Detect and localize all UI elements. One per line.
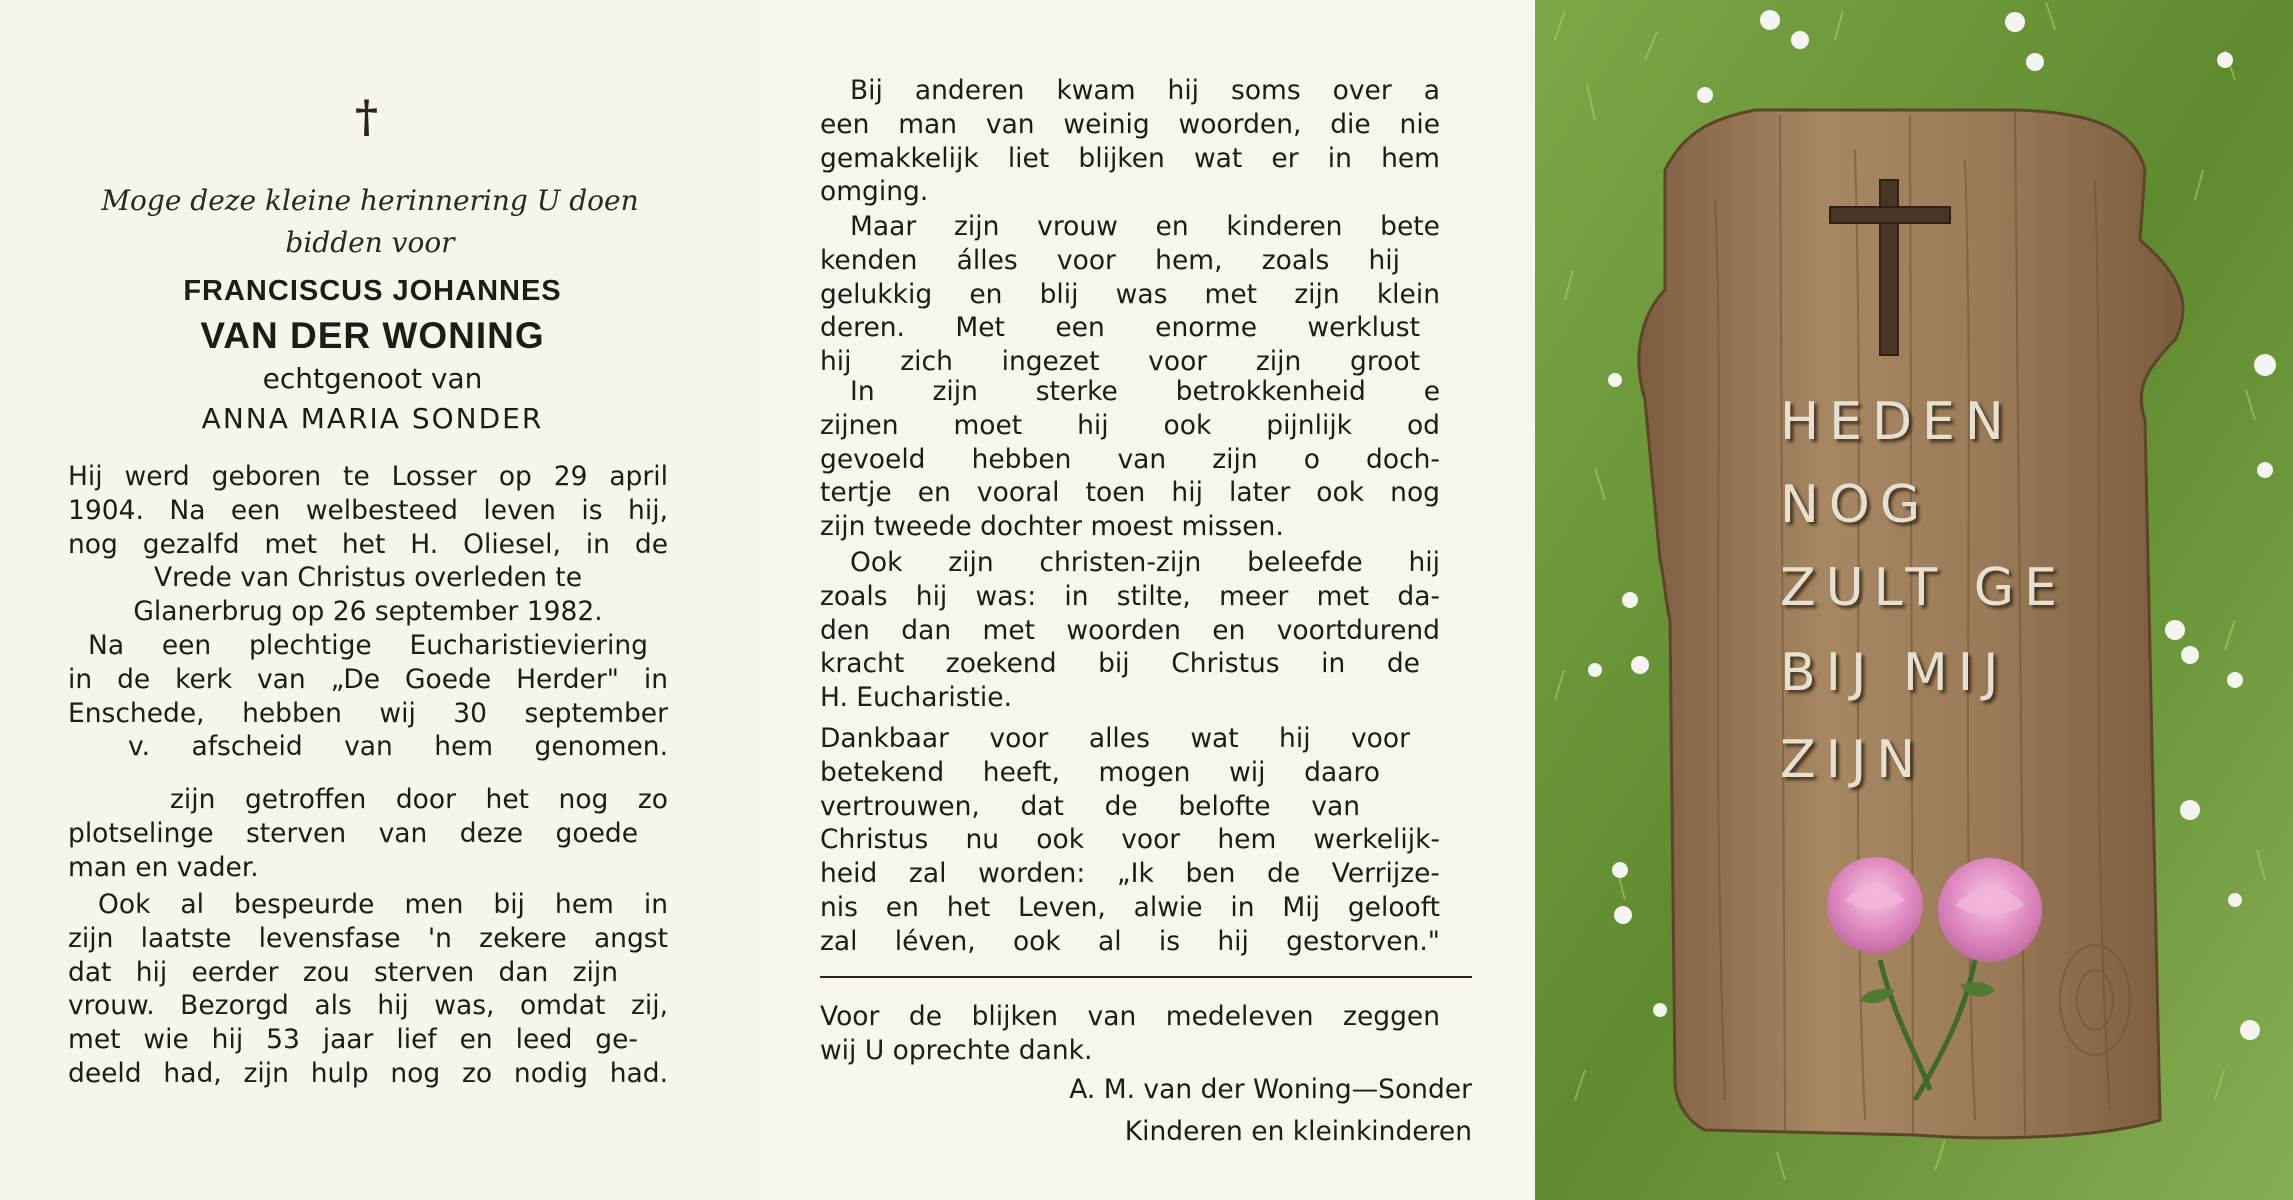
left-panel xyxy=(0,0,760,1200)
text-line: nog gezalfd met het H. Oliesel, in de xyxy=(68,528,668,560)
text-line: kracht zoekend bij Christus in de xyxy=(820,648,1420,680)
text-line: met wie hij 53 jaar lief en leed ge- xyxy=(68,1024,638,1056)
text-line: In zijn sterke betrokkenheid e xyxy=(850,376,1440,407)
plank-text-line: ZIJN xyxy=(1780,730,1926,790)
text-line: Hij werd geboren te Losser op 29 april xyxy=(68,461,668,492)
text-line: Vrede van Christus overleden te xyxy=(153,562,582,594)
text-line: gemakkelijk liet blijken wat er in hem xyxy=(820,142,1440,174)
gratitude-paragraph xyxy=(820,722,1440,959)
text-line: zijn tweede dochter moest missen. xyxy=(820,511,1284,543)
text-line: wij U oprechte dank. xyxy=(820,1034,1093,1066)
text-line: nis en het Leven, alwie in Mij gelooft xyxy=(820,891,1440,923)
plank-text-line: ZULT GE xyxy=(1780,558,2067,618)
signature-family-name: A. M. van der Woning—Sonder xyxy=(1069,1074,1472,1105)
cross-icon: † xyxy=(355,92,379,143)
text-line: zijn getroffen door het nog zo xyxy=(170,784,668,815)
intro-text xyxy=(60,180,680,264)
plank-text-line: BIJ MIJ xyxy=(1780,643,2009,703)
spouse-label: echtgenoot van xyxy=(262,362,483,395)
memorial-photo xyxy=(1535,0,2293,1200)
personality-paragraph xyxy=(820,74,1440,209)
text-line: vertrouwen, dat de belofte van xyxy=(820,790,1360,822)
text-line: in de kerk van „De Goede Herder" in xyxy=(68,663,668,695)
text-line: gevoeld hebben van zijn o doch- xyxy=(820,443,1440,475)
text-line: zal léven, ook al is hij gestorven." xyxy=(820,925,1440,957)
text-line: plotselinge sterven van deze goede xyxy=(68,817,638,849)
middle-panel xyxy=(760,0,1535,1200)
intro-line: bidden voor xyxy=(285,226,455,259)
deceased-surname: VAN DER WONING xyxy=(200,315,545,356)
text-line: tertje en vooral toen hij later ook nog xyxy=(820,477,1440,509)
text-line: zoals hij was: in stilte, meer met da- xyxy=(820,580,1440,612)
text-line: Ook zijn christen-zijn beleefde hij xyxy=(850,547,1440,578)
text-line: Dankbaar voor alles wat hij voor xyxy=(820,723,1410,754)
text-line: gelukkig en blij was met zijn klein xyxy=(820,278,1440,310)
intro-line: Moge deze kleine herinnering U doen xyxy=(101,184,639,217)
faith-paragraph xyxy=(820,546,1440,715)
biography-paragraph xyxy=(68,460,668,764)
text-line: v. afscheid van hem genomen. xyxy=(128,731,668,763)
text-line: heid zal worden: „Ik ben de Verrijze- xyxy=(820,858,1440,890)
reflection-paragraph xyxy=(68,888,668,1091)
text-line: Maar zijn vrouw en kinderen bete xyxy=(850,211,1440,242)
text-line: H. Eucharistie. xyxy=(820,682,1012,714)
text-line: zijn laatste levensfase 'n zekere angst xyxy=(68,922,668,954)
loss-paragraph xyxy=(820,375,1440,544)
signature-children: Kinderen en kleinkinderen xyxy=(1124,1116,1472,1147)
text-line: Na een plechtige Eucharistieviering xyxy=(88,629,648,661)
family-paragraph xyxy=(820,210,1440,379)
farewell-paragraph xyxy=(68,783,668,884)
text-line: Christus nu ook voor hem werkelijk- xyxy=(820,824,1440,856)
text-line: 1904. Na een welbesteed leven is hij, xyxy=(68,494,668,526)
divider xyxy=(820,976,1472,978)
spouse-name: ANNA MARIA SONDER xyxy=(201,402,544,435)
text-line: betekend heeft, mogen wij daaro xyxy=(820,756,1380,788)
plank-text-line: NOG xyxy=(1780,475,1931,535)
text-line: dat hij eerder zou sterven dan zijn xyxy=(68,956,618,988)
text-line: Bij anderen kwam hij soms over a xyxy=(850,75,1440,106)
text-line: man en vader. xyxy=(68,851,259,883)
text-line: kenden álles voor hem, zoals hij xyxy=(820,244,1400,276)
text-line: Voor de blijken van medeleven zeggen xyxy=(820,1001,1440,1032)
text-line: vrouw. Bezorgd als hij was, omdat zij, xyxy=(68,990,668,1022)
text-line: hij zich ingezet voor zijn groot xyxy=(820,346,1420,378)
text-line: een man van weinig woorden, die nie xyxy=(820,108,1440,140)
text-line: Ook al bespeurde men bij hem in xyxy=(98,889,668,920)
deceased-first-names: FRANCISCUS JOHANNES xyxy=(183,275,562,307)
text-line: omging. xyxy=(820,176,929,208)
text-line: zijnen moet hij ook pijnlijk od xyxy=(820,409,1440,441)
thanks-paragraph xyxy=(820,1000,1440,1068)
text-line: deren. Met een enorme werklust xyxy=(820,312,1420,344)
text-line: den dan met woorden en voortdurend xyxy=(820,614,1440,646)
plank-text-line: HEDEN xyxy=(1780,392,2014,452)
text-line: Enschede, hebben wij 30 september xyxy=(68,697,668,729)
text-line: Glanerbrug op 26 september 1982. xyxy=(133,596,603,628)
text-line: deeld had, zijn hulp nog zo nodig had. xyxy=(68,1057,668,1089)
